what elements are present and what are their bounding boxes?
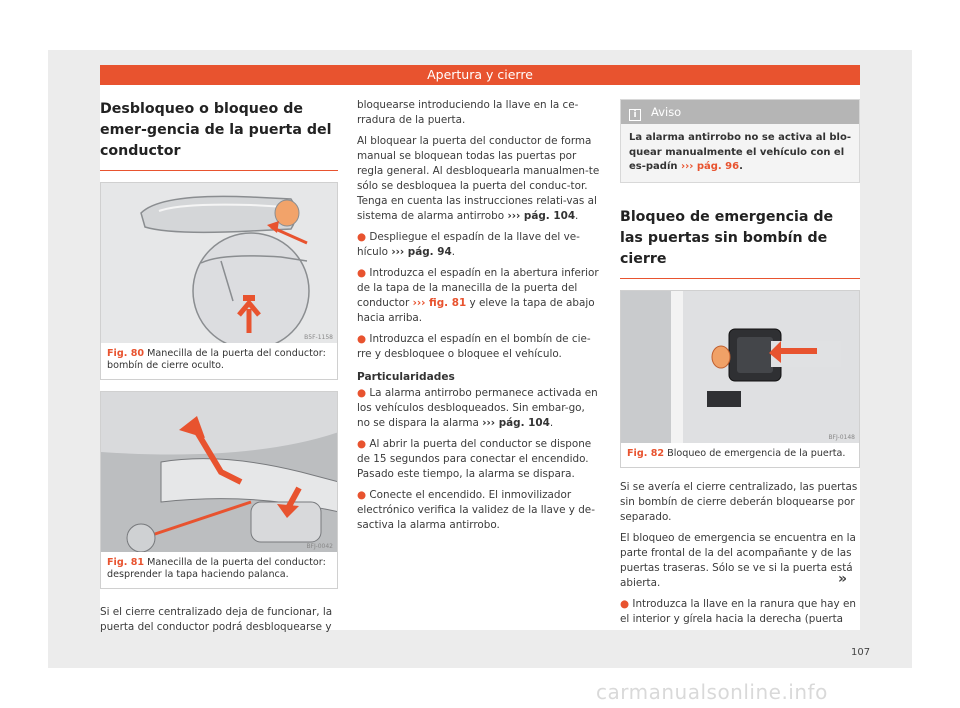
paragraph-alarm-ref: Al bloquear la puerta del conductor de forma manual se bloquean todas las puertas por regla general. Al desbloquearla manualmen-te sólo se desbloquea la puerta del conduc-tor. Tenga en cuenta las instrucciones relati-vas al sistema de alarma antirrobo ››› pág. 104. <box>357 135 600 222</box>
paragraph: El bloqueo de emergencia se encuentra en la parte frontal de la del acompañante y de las puertas traseras. Sólo se ve si la puerta está abierta. <box>620 531 856 589</box>
list-item-text: Introduzca el espadín en el bombín de cie-rre y desbloquee o bloquee el vehículo. <box>357 333 591 360</box>
manual-page <box>100 85 860 633</box>
list-item-text: Introduzca el espadín en la abertura inferior de la tapa de la manecilla de la puerta del conductor <box>357 267 599 309</box>
figure-80-caption <box>101 343 337 379</box>
figure-code: BFJ-0042 <box>306 543 333 550</box>
section-heading-driver-door: Desbloqueo o bloqueo de emer-gencia de la puerta del conductor <box>100 85 338 171</box>
info-icon: i <box>629 109 641 121</box>
bullet-icon: ● <box>357 438 367 450</box>
list-item-text: La alarma antirrobo permanece activada en los vehículos desbloqueados. Sin embar-go, no se dispara la alarma <box>357 387 598 429</box>
column-middle <box>357 85 600 533</box>
column-left <box>100 85 338 635</box>
page-number: 107 <box>851 647 871 658</box>
notice-title: Aviso <box>651 105 682 119</box>
list-item <box>357 266 600 326</box>
figure-80 <box>100 182 338 380</box>
figure-80-image <box>101 183 337 343</box>
continue-arrow-icon: » <box>838 571 848 587</box>
chapter-header: Apertura y cierre <box>100 65 860 85</box>
figure-82-caption <box>621 443 859 467</box>
figure-81 <box>100 391 338 589</box>
page-reference-link[interactable]: ››› pág. 104 <box>507 210 576 222</box>
figure-number: Fig. 82 <box>627 447 665 459</box>
page-reference-link[interactable]: ››› pág. 104 <box>482 417 550 429</box>
paragraph: Si el cierre centralizado deja de funcionar, la puerta del conductor podrá desbloquearse y <box>100 606 333 633</box>
figure-reference-link[interactable]: ››› fig. 81 <box>412 297 467 309</box>
figure-number: Fig. 80 <box>107 348 145 359</box>
figure-number: Fig. 81 <box>107 557 145 568</box>
subheading-particularidades: Particularidades <box>357 371 455 383</box>
caption-text: Manecilla de la puerta del conductor: desprender la tapa haciendo palanca. <box>107 557 326 580</box>
figure-code: B5F-1158 <box>304 334 333 341</box>
list-item-text: Conecte el encendido. El inmovilizador electrónico verifica la validez de la llave y de-sactiva la alarma antirrobo. <box>357 489 595 531</box>
paragraph-text: Al bloquear la puerta del conductor de forma manual se bloquean todas las puertas por regla general. Al desbloquearla manualmen-te sólo se desbloquea la puerta del conduc-tor. Tenga en cuenta las instrucciones relati-vas al sistema de alarma antirrobo <box>357 135 600 222</box>
caption-text: Manecilla de la puerta del conductor: bombín de cierre oculto. <box>107 348 326 371</box>
figure-82 <box>620 290 860 468</box>
bullet-icon: ● <box>357 489 367 501</box>
notice-box <box>620 99 860 183</box>
paragraph: Si se avería el cierre centralizado, las puertas sin bombín de cierre deberán bloquearse por separado. <box>620 480 858 523</box>
pry-cover-illustration <box>101 392 337 552</box>
bullet-icon: ● <box>620 597 630 610</box>
page-reference-link[interactable]: ››› pág. 96 <box>680 161 740 172</box>
paragraph: bloquearse introduciendo la llave en la ce-rradura de la puerta. <box>357 99 579 126</box>
list-item-text: Al abrir la puerta del conductor se dispone de 15 segundos para conectar el encendido. Pasado este tiempo, la alarma se dispara. <box>357 438 592 480</box>
notice-header <box>621 100 859 124</box>
column-right <box>620 85 860 627</box>
door-handle-illustration <box>101 183 337 343</box>
bullet-icon: ● <box>357 333 367 345</box>
figure-81-image <box>101 392 337 552</box>
list-item-text: y eleve la tapa de abajo hacia arriba. <box>357 297 595 324</box>
list-item <box>357 437 600 482</box>
list-item-text: Introduzca la llave en la ranura que hay en el interior y gírela hacia la derecha (puerta <box>620 597 856 625</box>
notice-body: La alarma antirrobo no se activa al blo-quear manualmente el vehículo con el es-padín ››› pág. 96. <box>629 132 852 172</box>
bullet-icon: ● <box>357 387 367 399</box>
list-item <box>357 332 600 362</box>
watermark: carmanualsonline.info <box>596 680 828 704</box>
notice-text: La alarma antirrobo no se activa al blo-quear manualmente el vehículo con el es-padín <box>629 132 852 172</box>
figure-81-caption <box>101 552 337 588</box>
list-item <box>357 488 600 533</box>
caption-text: Bloqueo de emergencia de la puerta. <box>667 447 846 459</box>
figure-82-image <box>621 291 859 443</box>
section-heading-emergency-lock: Bloqueo de emergencia de las puertas sin bombín de cierre <box>620 193 860 279</box>
bullet-icon: ● <box>357 231 367 243</box>
figure-code: BFJ-0148 <box>828 433 855 441</box>
door-lock-illustration <box>621 291 859 443</box>
list-item <box>620 597 860 627</box>
list-item-text: Despliegue el espadín de la llave del ve-hículo <box>357 231 580 258</box>
list-item: ● La alarma antirrobo permanece activada en los vehículos desbloqueados. Sin embar-go, no se dispara la alarma ››› pág. 104. <box>357 387 598 429</box>
bullet-icon: ● <box>357 267 367 279</box>
page-reference-link[interactable]: ››› pág. 94 <box>391 246 452 258</box>
list-item: ● Despliegue el espadín de la llave del ve-hículo ››› pág. 94. <box>357 231 580 258</box>
